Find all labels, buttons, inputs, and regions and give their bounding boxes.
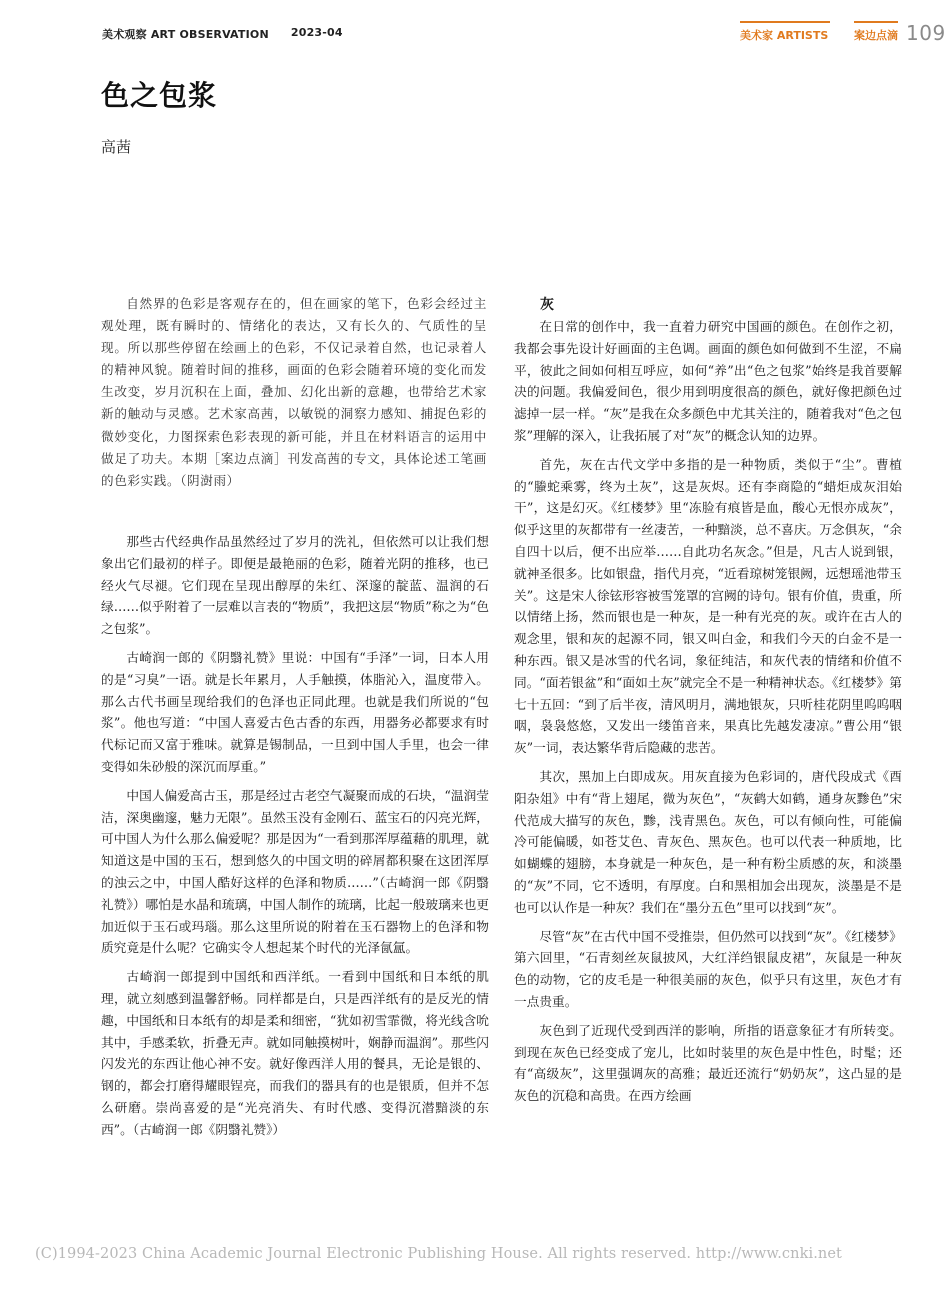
paragraph: 在日常的创作中，我一直着力研究中国画的颜色。在创作之初，我都会事先设计好画面的主色调。画面的颜色如何做到不生涩，不扁平，彼此之间如何相互呼应，如何“养”出“色之包浆”始终是我首要解决的问题。我偏爱间色，很少用到明度很高的颜色，就好像把颜色过滤掉一层一样。“灰”是我在众多颜色中尤其关注的，随着我对“色之包浆”理解的深入，让我拓展了对“灰”的概念认知的边界。 <box>514 319 902 443</box>
column-tag: 案边点滴 <box>854 21 898 43</box>
issue-date: 2023-04 <box>290 26 343 39</box>
paragraph: 那些古代经典作品虽然经过了岁月的洗礼，但依然可以让我们想象出它们最初的样子。即便是最艳丽的色彩，随着光阴的推移，也已经火气尽褪。它们现在呈现出醇厚的朱红、深邃的靛蓝、温润的石绿……似乎附着了一层难以言表的“物质”，我把这层“物质”称之为“色之包浆”。 <box>101 534 489 637</box>
page-number: 109 <box>906 21 946 45</box>
paragraph: 灰色到了近现代受到西洋的影响，所指的语意象征才有所转变。到现在灰色已经变成了宠儿，比如时装里的灰色是中性色，时髦；还有“高级灰”，这里强调灰的高雅；最近还流行“奶奶灰”，这凸显的是灰色的沉稳和高贵。在西方绘画 <box>514 1022 902 1104</box>
article-title: 色之包浆 <box>101 79 218 112</box>
section-header <box>740 21 948 45</box>
magazine-name: 美术观察 ART OBSERVATION <box>102 28 269 41</box>
paragraph: 尽管“灰”在古代中国不受推崇，但仍然可以找到“灰”。《红楼梦》第六回里，“石青刻丝灰鼠披风，大红洋绉银鼠皮裙”，灰鼠是一种灰色的动物，它的皮毛是一种很美丽的灰色，似乎只有这里，灰色才有一点贵重。 <box>514 928 902 1009</box>
right-text-column <box>514 294 902 1114</box>
paragraph: 中国人偏爱高古玉，那是经过古老空气凝聚而成的石块，“温润莹洁，深奥幽邃，魅力无限”。虽然玉没有金刚石、蓝宝石的闪亮光辉，可中国人为什么那么偏爱呢？那是因为“一看到那浑厚蕴藉的肌理，就知道这是中国的玉石，想到悠久的中国文明的碎屑都积聚在这团浑厚的浊云之中，中国人酷好这样的色泽和物质……”（古崎润一郎《阴翳礼赞》）哪怕是水晶和琉璃，中国人制作的琉璃，比起一般玻璃来也更加近似于玉石或玛瑙。那么这里所说的附着在玉石器物上的色泽和物质究竟是什么呢？它确实令人想起某个时代的光泽氤氲。 <box>101 787 489 956</box>
article-abstract: 自然界的色彩是客观存在的，但在画家的笔下，色彩会经过主观处理，既有瞬时的、情绪化的表达，又有长久的、气质性的呈现。所以那些停留在绘画上的色彩，不仅记录着自然，也记录着人的精神风貌。随着时间的推移，画面的色彩会随着环境的变化而发生改变，岁月沉积在上面，叠加、幻化出新的意趣，也带给艺术家新的触动与灵感。艺术家高茜，以敏锐的洞察力感知、捕捉色彩的微妙变化，力图探索色彩表现的新可能，并且在材料语言的运用中做足了功夫。本期［案边点滴］刊发高茜的专文，具体论述工笔画的色彩实践。（阴澍雨） <box>101 296 487 488</box>
paragraph: 古崎润一郎的《阴翳礼赞》里说：中国有“手泽”一词，日本人用的是“习臭”一语。就是长年累月，人手触摸，体脂沁入，温度带入。那么古代书画呈现给我们的色泽也正同此理。也就是我们所说的“包浆”。他也写道：“中国人喜爱古色古香的东西，用器务必都要求有时代标记而又富于雅味。就算是锡制品，一旦到中国人手里，也会一律变得如朱砂般的深沉而厚重。” <box>101 649 489 774</box>
paragraph: 古崎润一郎提到中国纸和西洋纸。一看到中国纸和日本纸的肌理，就立刻感到温馨舒畅。同样都是白，只是西洋纸有的是反光的情趣，中国纸和日本纸有的却是柔和细密，“犹如初雪霏微，将光线含吮其中，手感柔软，折叠无声。就如同触摸树叶，娴静而温润”。那些闪闪发光的东西让他心神不安。就好像西洋人用的餐具，无论是银的、钢的，都会打磨得耀眼锃亮，而我们的器具有的也是银质，但并不怎么研磨。崇尚喜爱的是“光亮消失、有时代感、变得沉潜黯淡的东西”。（古崎润一郎《阴翳礼赞》） <box>101 969 489 1137</box>
paragraph: 其次，黑加上白即成灰。用灰直接为色彩词的，唐代段成式《酉阳杂俎》中有“背上翅尾，微为灰色”，“灰鹤大如鹤，通身灰黪色”宋代范成大描写的灰色，黪，浅青黑色。灰色，可以有倾向性，可能偏冷可能偏暖，如苍艾色、青灰色、黑灰色。也可以代表一种质地，比如蝴蝶的翅膀，本身就是一种灰色，是一种有粉尘质感的灰，和淡墨的“灰”不同，它不透明，有厚度。白和黑相加会出现灰，淡墨是不是也可以认作是一种灰？我们在“墨分五色”里可以找到“灰”。 <box>514 768 902 915</box>
running-header <box>102 26 343 42</box>
section-tag: 美术家 ARTISTS <box>740 21 830 43</box>
left-text-column <box>101 531 489 1148</box>
section-heading: 灰 <box>540 297 554 313</box>
copyright-watermark: (C)1994-2023 China Academic Journal Electronic Publishing House. All rights reserved. http://www.cnki.net <box>35 1246 842 1262</box>
paragraph: 首先，灰在古代文学中多指的是一种物质，类似于“尘”。曹植的“螣蛇乘雾，终为土灰”，这是灰烬。还有李商隐的“蜡炬成灰泪始干”，这是幻灭。《红楼梦》里“冻脸有痕皆是血，酸心无恨亦成灰”，似乎这里的灰都带有一丝凄苦，一种黯淡，总不喜庆。万念俱灰，“余自四十以后，便不出应举……自此功名灰念。”但是，凡古人说到银，就神圣很多。比如银盘，指代月亮，“近看琼树笼银阙，远想瑶池带玉关”。这是宋人徐铉形容被雪笼罩的宫阙的诗句。银有价值，贵重，所以情绪上扬，然而银也是一种灰，是一种有光亮的灰。或许在古人的观念里，银和灰的起源不同，银又叫白金，和我们今天的白金不是一种东西。银又是冰雪的代名词，象征纯洁，和灰代表的情绪和价值不同。“面若银盆”和“面如土灰”就完全不是一种精神状态。《红楼梦》第七十五回：“到了后半夜，清风明月，满地银灰，只听桂花阴里呜呜咽咽，袅袅悠悠，又发出一缕笛音来，果真比先越发凄凉。”曹公用“银灰”一词，表达繁华背后隐藏的悲苦。 <box>514 456 902 756</box>
article-author: 高茜 <box>101 138 132 156</box>
